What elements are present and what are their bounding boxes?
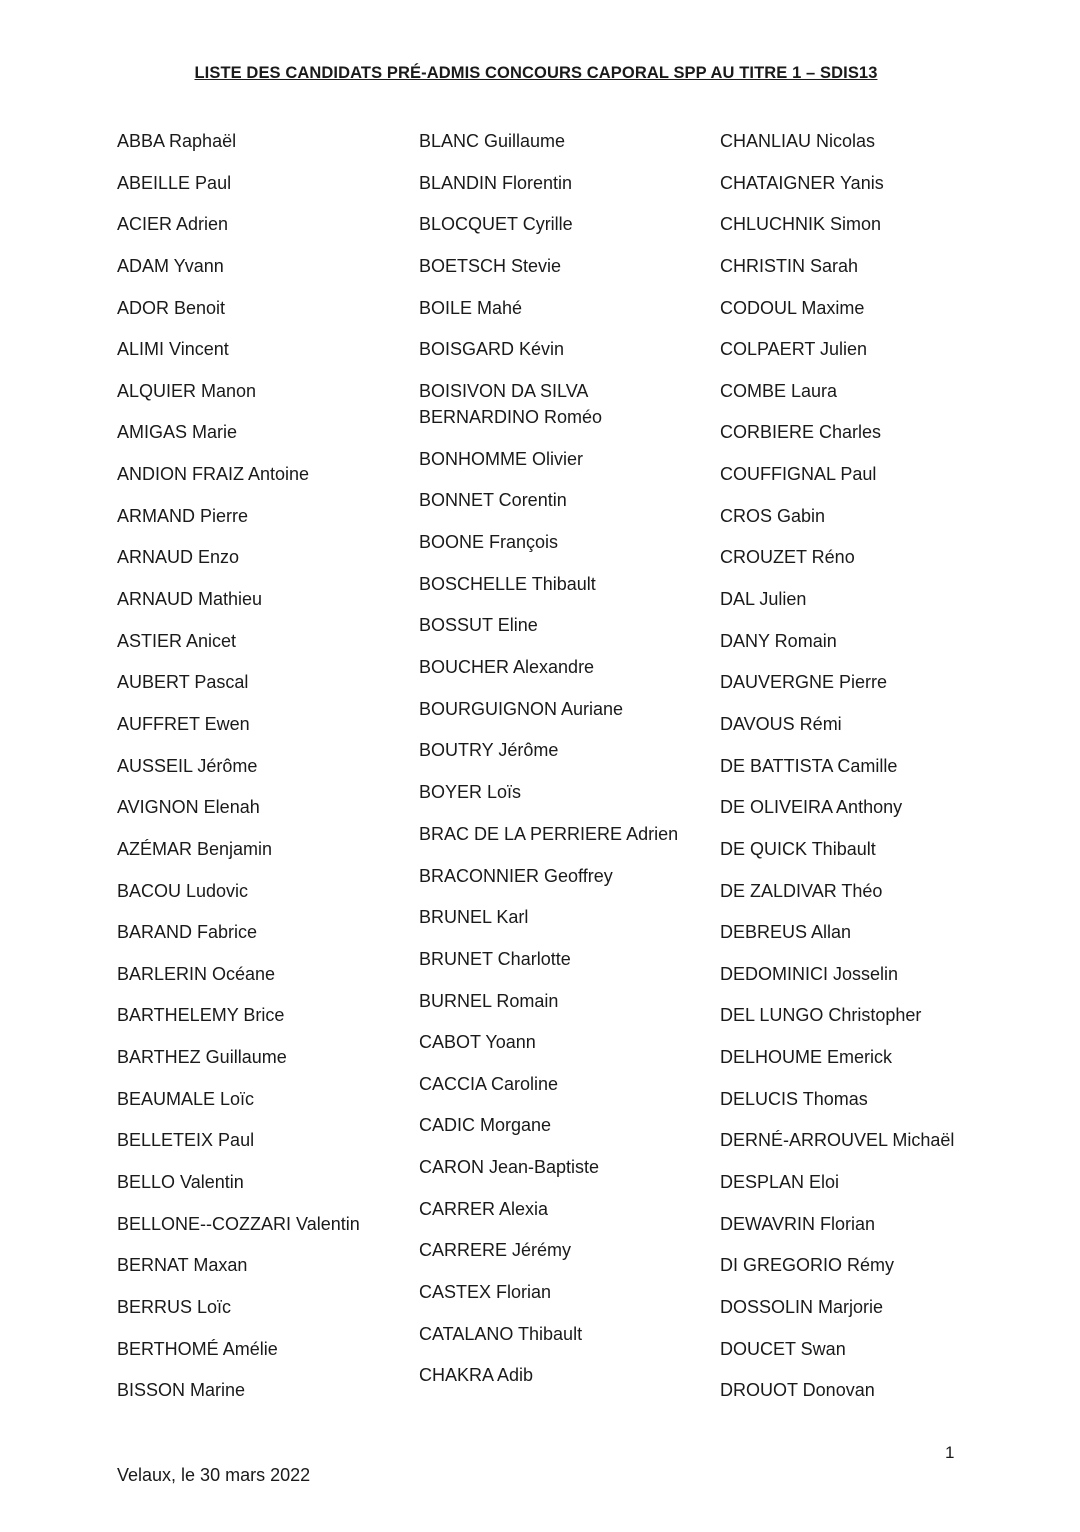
candidate-name: CROS Gabin xyxy=(720,505,826,526)
candidate-name: BERRUS Loïc xyxy=(117,1296,232,1317)
candidate-name: ANDION FRAIZ Antoine xyxy=(117,464,310,485)
candidate-name: BOILE Mahé xyxy=(419,297,523,318)
candidate-name: CROUZET Réno xyxy=(720,547,855,568)
candidate-name: DI GREGORIO Rémy xyxy=(720,1255,895,1276)
candidate-name: BARAND Fabrice xyxy=(117,922,258,943)
candidate-name: DAL Julien xyxy=(720,589,807,610)
candidate-name: CARRER Alexia xyxy=(419,1198,549,1219)
candidate-name: BARTHEZ Guillaume xyxy=(117,1047,287,1068)
candidate-name: BISSON Marine xyxy=(117,1380,246,1401)
candidate-name: BRUNEL Karl xyxy=(419,907,529,928)
candidate-name: BRACONNIER Geoffrey xyxy=(419,865,613,886)
candidate-name: BELLONE--COZZARI Valentin xyxy=(117,1213,360,1234)
candidate-name: DELUCIS Thomas xyxy=(720,1088,868,1109)
candidate-name: BOSCHELLE Thibault xyxy=(419,573,596,594)
candidate-name: BARTHELEMY Brice xyxy=(117,1005,285,1026)
candidate-name: ALQUIER Manon xyxy=(117,380,257,401)
candidate-name: DROUOT Donovan xyxy=(720,1380,875,1401)
candidate-name: ABBA Raphaël xyxy=(117,131,237,151)
candidate-name: CATALANO Thibault xyxy=(419,1323,583,1344)
candidate-name: BELLO Valentin xyxy=(117,1172,244,1193)
candidate-name: BOSSUT Eline xyxy=(419,615,538,636)
candidate-name: CARRERE Jérémy xyxy=(419,1240,572,1261)
candidate-name: DAVOUS Rémi xyxy=(720,713,842,734)
candidate-name: ARNAUD Enzo xyxy=(117,547,240,568)
candidate-name: BRUNET Charlotte xyxy=(419,948,571,969)
candidate-name: BOURGUIGNON Auriane xyxy=(419,698,624,719)
candidate-name: BOETSCH Stevie xyxy=(419,255,562,276)
candidate-name: AMIGAS Marie xyxy=(117,422,238,443)
candidate-name: BEAUMALE Loïc xyxy=(117,1088,255,1109)
candidate-name: BONNET Corentin xyxy=(419,490,567,511)
candidate-name: AUBERT Pascal xyxy=(117,672,249,693)
candidate-name: CHAKRA Adib xyxy=(419,1365,534,1386)
candidate-name: AZÉMAR Benjamin xyxy=(117,838,273,859)
candidate-name: AUFFRET Ewen xyxy=(117,713,250,734)
candidate-name: BARLERIN Océane xyxy=(117,963,276,984)
candidate-name: BERNAT Maxan xyxy=(117,1255,248,1276)
candidate-name: CHANLIAU Nicolas xyxy=(720,131,876,151)
candidate-list-column-3 xyxy=(720,128,1020,1419)
candidate-name: DE BATTISTA Camille xyxy=(720,755,898,776)
candidate-name: DEL LUNGO Christopher xyxy=(720,1005,922,1026)
document-title: LISTE DES CANDIDATS PRÉ-ADMIS CONCOURS CAPORAL SPP AU TITRE 1 – SDIS13 xyxy=(194,64,878,82)
candidate-name: ACIER Adrien xyxy=(117,214,229,235)
candidate-name: CASTEX Florian xyxy=(419,1282,552,1303)
candidate-name: CABOT Yoann xyxy=(419,1032,536,1053)
candidate-name: DANY Romain xyxy=(720,630,837,651)
candidate-name: DEDOMINICI Josselin xyxy=(720,963,899,984)
candidate-name: DEBREUS Allan xyxy=(720,922,852,943)
candidate-name: BRAC DE LA PERRIERE Adrien xyxy=(419,823,679,844)
candidate-name: CODOUL Maxime xyxy=(720,297,865,318)
candidate-name: CARON Jean-Baptiste xyxy=(419,1157,600,1178)
candidate-name: DEWAVRIN Florian xyxy=(720,1213,876,1234)
candidate-name: ALIMI Vincent xyxy=(117,339,229,360)
candidate-name: BOISGARD Kévin xyxy=(419,339,565,360)
candidate-name: DESPLAN Eloi xyxy=(720,1172,840,1193)
candidate-name: BOISIVON DA SILVA BERNARDINO Roméo xyxy=(419,380,603,427)
candidate-name: CHRISTIN Sarah xyxy=(720,255,859,276)
candidate-name: BLANC Guillaume xyxy=(419,131,566,151)
footer-date: Velaux, le 30 mars 2022 xyxy=(117,1465,311,1485)
candidate-name: ADAM Yvann xyxy=(117,255,224,276)
candidate-name: CORBIERE Charles xyxy=(720,422,882,443)
candidate-name: AUSSEIL Jérôme xyxy=(117,755,258,776)
candidate-name: BACOU Ludovic xyxy=(117,880,249,901)
candidate-name: BONHOMME Olivier xyxy=(419,448,584,469)
candidate-name: DAUVERGNE Pierre xyxy=(720,672,888,693)
candidate-name: CACCIA Caroline xyxy=(419,1073,559,1094)
candidate-name: DE QUICK Thibault xyxy=(720,838,876,859)
candidate-name: COMBE Laura xyxy=(720,380,838,401)
candidate-name: COLPAERT Julien xyxy=(720,339,868,360)
candidate-name: BOUCHER Alexandre xyxy=(419,657,595,678)
candidate-name: BLANDIN Florentin xyxy=(419,172,573,193)
candidate-name: CADIC Morgane xyxy=(419,1115,552,1136)
candidate-name: BOUTRY Jérôme xyxy=(419,740,559,761)
page-number: 1 xyxy=(945,1443,955,1462)
candidate-list-column-2 xyxy=(419,128,689,1404)
candidate-name: BOYER Loïs xyxy=(419,781,522,802)
candidate-name: DE OLIVEIRA Anthony xyxy=(720,797,903,818)
candidate-name: BURNEL Romain xyxy=(419,990,559,1011)
candidate-name: DOUCET Swan xyxy=(720,1338,846,1359)
candidate-name: DE ZALDIVAR Théo xyxy=(720,880,883,901)
candidate-name: BOONE François xyxy=(419,532,559,553)
candidate-name: ASTIER Anicet xyxy=(117,630,237,651)
candidate-name: COUFFIGNAL Paul xyxy=(720,464,877,485)
candidate-name: BELLETEIX Paul xyxy=(117,1130,255,1151)
candidate-name: AVIGNON Elenah xyxy=(117,797,260,818)
candidate-name: ARNAUD Mathieu xyxy=(117,589,263,610)
candidate-name: ADOR Benoit xyxy=(117,297,226,318)
candidate-name: ARMAND Pierre xyxy=(117,505,249,526)
candidate-name: DERNÉ-ARROUVEL Michaël xyxy=(720,1130,955,1151)
candidate-name: BERTHOMÉ Amélie xyxy=(117,1338,278,1359)
candidate-name: CHATAIGNER Yanis xyxy=(720,172,884,193)
candidate-name: ABEILLE Paul xyxy=(117,172,232,193)
candidate-name: DELHOUME Emerick xyxy=(720,1047,893,1068)
candidate-name: CHLUCHNIK Simon xyxy=(720,214,882,235)
candidate-name: BLOCQUET Cyrille xyxy=(419,214,573,235)
candidate-name: DOSSOLIN Marjorie xyxy=(720,1296,884,1317)
candidate-list-column-1 xyxy=(117,128,397,1419)
